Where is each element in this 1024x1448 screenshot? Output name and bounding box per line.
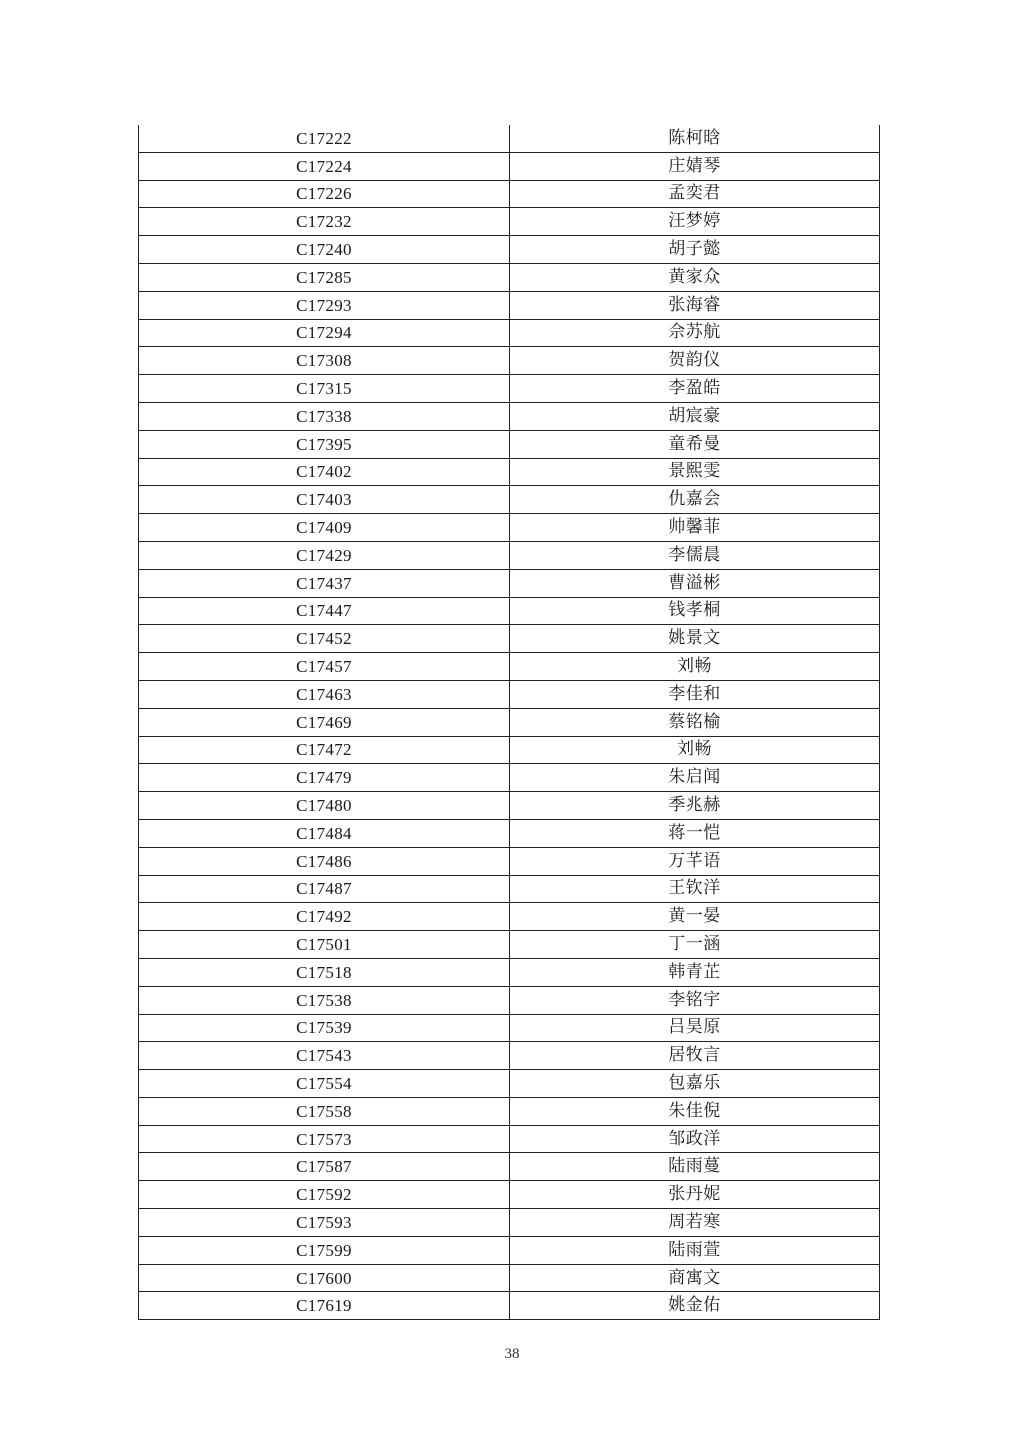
- student-name-cell: 胡宸豪: [510, 402, 880, 430]
- table-row: [139, 1153, 880, 1181]
- student-name-cell: 童希曼: [510, 430, 880, 458]
- table-row: [139, 958, 880, 986]
- student-id-cell: C17501: [139, 931, 510, 959]
- student-name-cell: 张丹妮: [510, 1181, 880, 1209]
- student-id-cell: C17222: [139, 125, 510, 152]
- table-row: [139, 319, 880, 347]
- student-id-cell: C17600: [139, 1264, 510, 1292]
- student-name-cell: 黄家众: [510, 263, 880, 291]
- student-id-cell: C17437: [139, 569, 510, 597]
- student-id-cell: C17587: [139, 1153, 510, 1181]
- table-row: [139, 792, 880, 820]
- student-name-cell: 胡子懿: [510, 236, 880, 264]
- student-name-cell: 姚金佑: [510, 1292, 880, 1320]
- student-id-cell: C17463: [139, 680, 510, 708]
- table-row: [139, 236, 880, 264]
- student-id-cell: C17403: [139, 486, 510, 514]
- student-id-cell: C17226: [139, 180, 510, 208]
- student-name-cell: 朱佳倪: [510, 1097, 880, 1125]
- table-row: [139, 430, 880, 458]
- student-id-cell: C17539: [139, 1014, 510, 1042]
- table-row: [139, 903, 880, 931]
- student-id-cell: C17224: [139, 152, 510, 180]
- table-row: [139, 1292, 880, 1320]
- student-id-cell: C17315: [139, 375, 510, 403]
- student-name-cell: 庄婧琴: [510, 152, 880, 180]
- student-name-cell: 朱启闻: [510, 764, 880, 792]
- student-name-cell: 景熙雯: [510, 458, 880, 486]
- student-name-cell: 汪梦婷: [510, 208, 880, 236]
- table-row: [139, 375, 880, 403]
- student-id-cell: C17492: [139, 903, 510, 931]
- student-id-cell: C17484: [139, 819, 510, 847]
- table-row: [139, 514, 880, 542]
- student-name-cell: 李佳和: [510, 680, 880, 708]
- student-name-cell: 李铭宇: [510, 986, 880, 1014]
- table-row: [139, 486, 880, 514]
- student-id-cell: C17285: [139, 263, 510, 291]
- table-row: [139, 291, 880, 319]
- student-name-cell: 仇嘉会: [510, 486, 880, 514]
- student-name-cell: 帅馨菲: [510, 514, 880, 542]
- table-row: [139, 653, 880, 681]
- student-name-cell: 李盈皓: [510, 375, 880, 403]
- table-row: [139, 402, 880, 430]
- student-name-cell: 包嘉乐: [510, 1070, 880, 1098]
- student-id-cell: C17294: [139, 319, 510, 347]
- table-row: [139, 986, 880, 1014]
- table-row: [139, 263, 880, 291]
- student-name-cell: 季兆赫: [510, 792, 880, 820]
- student-name-cell: 李儒晨: [510, 541, 880, 569]
- student-name-cell: 居牧言: [510, 1042, 880, 1070]
- table-row: [139, 708, 880, 736]
- table-row: [139, 680, 880, 708]
- student-name-cell: 邹政洋: [510, 1125, 880, 1153]
- student-id-cell: C17554: [139, 1070, 510, 1098]
- table-row: [139, 569, 880, 597]
- table-row: [139, 819, 880, 847]
- table-row: [139, 847, 880, 875]
- student-name-cell: 佘苏航: [510, 319, 880, 347]
- table-row: [139, 764, 880, 792]
- student-id-cell: C17240: [139, 236, 510, 264]
- student-id-cell: C17338: [139, 402, 510, 430]
- table-row: [139, 1014, 880, 1042]
- student-id-cell: C17486: [139, 847, 510, 875]
- student-name-cell: 周若寒: [510, 1209, 880, 1237]
- student-name-cell: 曹溢彬: [510, 569, 880, 597]
- table-row: [139, 875, 880, 903]
- table-row: [139, 541, 880, 569]
- table-row: [139, 208, 880, 236]
- student-id-cell: C17558: [139, 1097, 510, 1125]
- student-id-cell: C17599: [139, 1236, 510, 1264]
- student-id-cell: C17308: [139, 347, 510, 375]
- student-id-cell: C17447: [139, 597, 510, 625]
- table-row: [139, 736, 880, 764]
- table-row: [139, 1042, 880, 1070]
- student-name-cell: 万芊语: [510, 847, 880, 875]
- table-row: [139, 125, 880, 152]
- table-row: [139, 347, 880, 375]
- student-name-cell: 贺韵仪: [510, 347, 880, 375]
- student-name-cell: 吕昊原: [510, 1014, 880, 1042]
- student-id-cell: C17543: [139, 1042, 510, 1070]
- student-id-cell: C17593: [139, 1209, 510, 1237]
- roster-table-body: [139, 125, 880, 1320]
- student-name-cell: 王钦洋: [510, 875, 880, 903]
- student-id-cell: C17452: [139, 625, 510, 653]
- student-name-cell: 丁一涵: [510, 931, 880, 959]
- student-name-cell: 孟奕君: [510, 180, 880, 208]
- student-name-cell: 钱孝桐: [510, 597, 880, 625]
- student-name-cell: 陆雨蔓: [510, 1153, 880, 1181]
- student-name-cell: 陈柯晗: [510, 125, 880, 152]
- student-id-cell: C17592: [139, 1181, 510, 1209]
- student-id-cell: C17573: [139, 1125, 510, 1153]
- table-row: [139, 931, 880, 959]
- student-id-cell: C17409: [139, 514, 510, 542]
- student-name-cell: 张海睿: [510, 291, 880, 319]
- table-row: [139, 152, 880, 180]
- student-name-cell: 姚景文: [510, 625, 880, 653]
- student-name-cell: 刘畅: [510, 736, 880, 764]
- table-row: [139, 625, 880, 653]
- student-name-cell: 商寓文: [510, 1264, 880, 1292]
- student-id-cell: C17472: [139, 736, 510, 764]
- student-id-cell: C17293: [139, 291, 510, 319]
- table-row: [139, 1209, 880, 1237]
- student-id-cell: C17457: [139, 653, 510, 681]
- student-name-cell: 韩青芷: [510, 958, 880, 986]
- table-row: [139, 1097, 880, 1125]
- table-row: [139, 1181, 880, 1209]
- student-id-cell: C17232: [139, 208, 510, 236]
- roster-table: [138, 125, 880, 1320]
- student-name-cell: 黄一晏: [510, 903, 880, 931]
- student-name-cell: 蔡铭榆: [510, 708, 880, 736]
- table-row: [139, 1236, 880, 1264]
- student-id-cell: C17619: [139, 1292, 510, 1320]
- student-id-cell: C17487: [139, 875, 510, 903]
- student-name-cell: 蒋一恺: [510, 819, 880, 847]
- student-id-cell: C17479: [139, 764, 510, 792]
- student-name-cell: 陆雨萱: [510, 1236, 880, 1264]
- table-row: [139, 1125, 880, 1153]
- student-id-cell: C17402: [139, 458, 510, 486]
- student-id-cell: C17538: [139, 986, 510, 1014]
- table-row: [139, 458, 880, 486]
- table-row: [139, 1264, 880, 1292]
- table-row: [139, 1070, 880, 1098]
- table-row: [139, 597, 880, 625]
- student-id-cell: C17395: [139, 430, 510, 458]
- page-number: 38: [504, 1346, 520, 1362]
- student-name-cell: 刘畅: [510, 653, 880, 681]
- student-id-cell: C17469: [139, 708, 510, 736]
- student-id-cell: C17518: [139, 958, 510, 986]
- student-id-cell: C17480: [139, 792, 510, 820]
- table-row: [139, 180, 880, 208]
- student-id-cell: C17429: [139, 541, 510, 569]
